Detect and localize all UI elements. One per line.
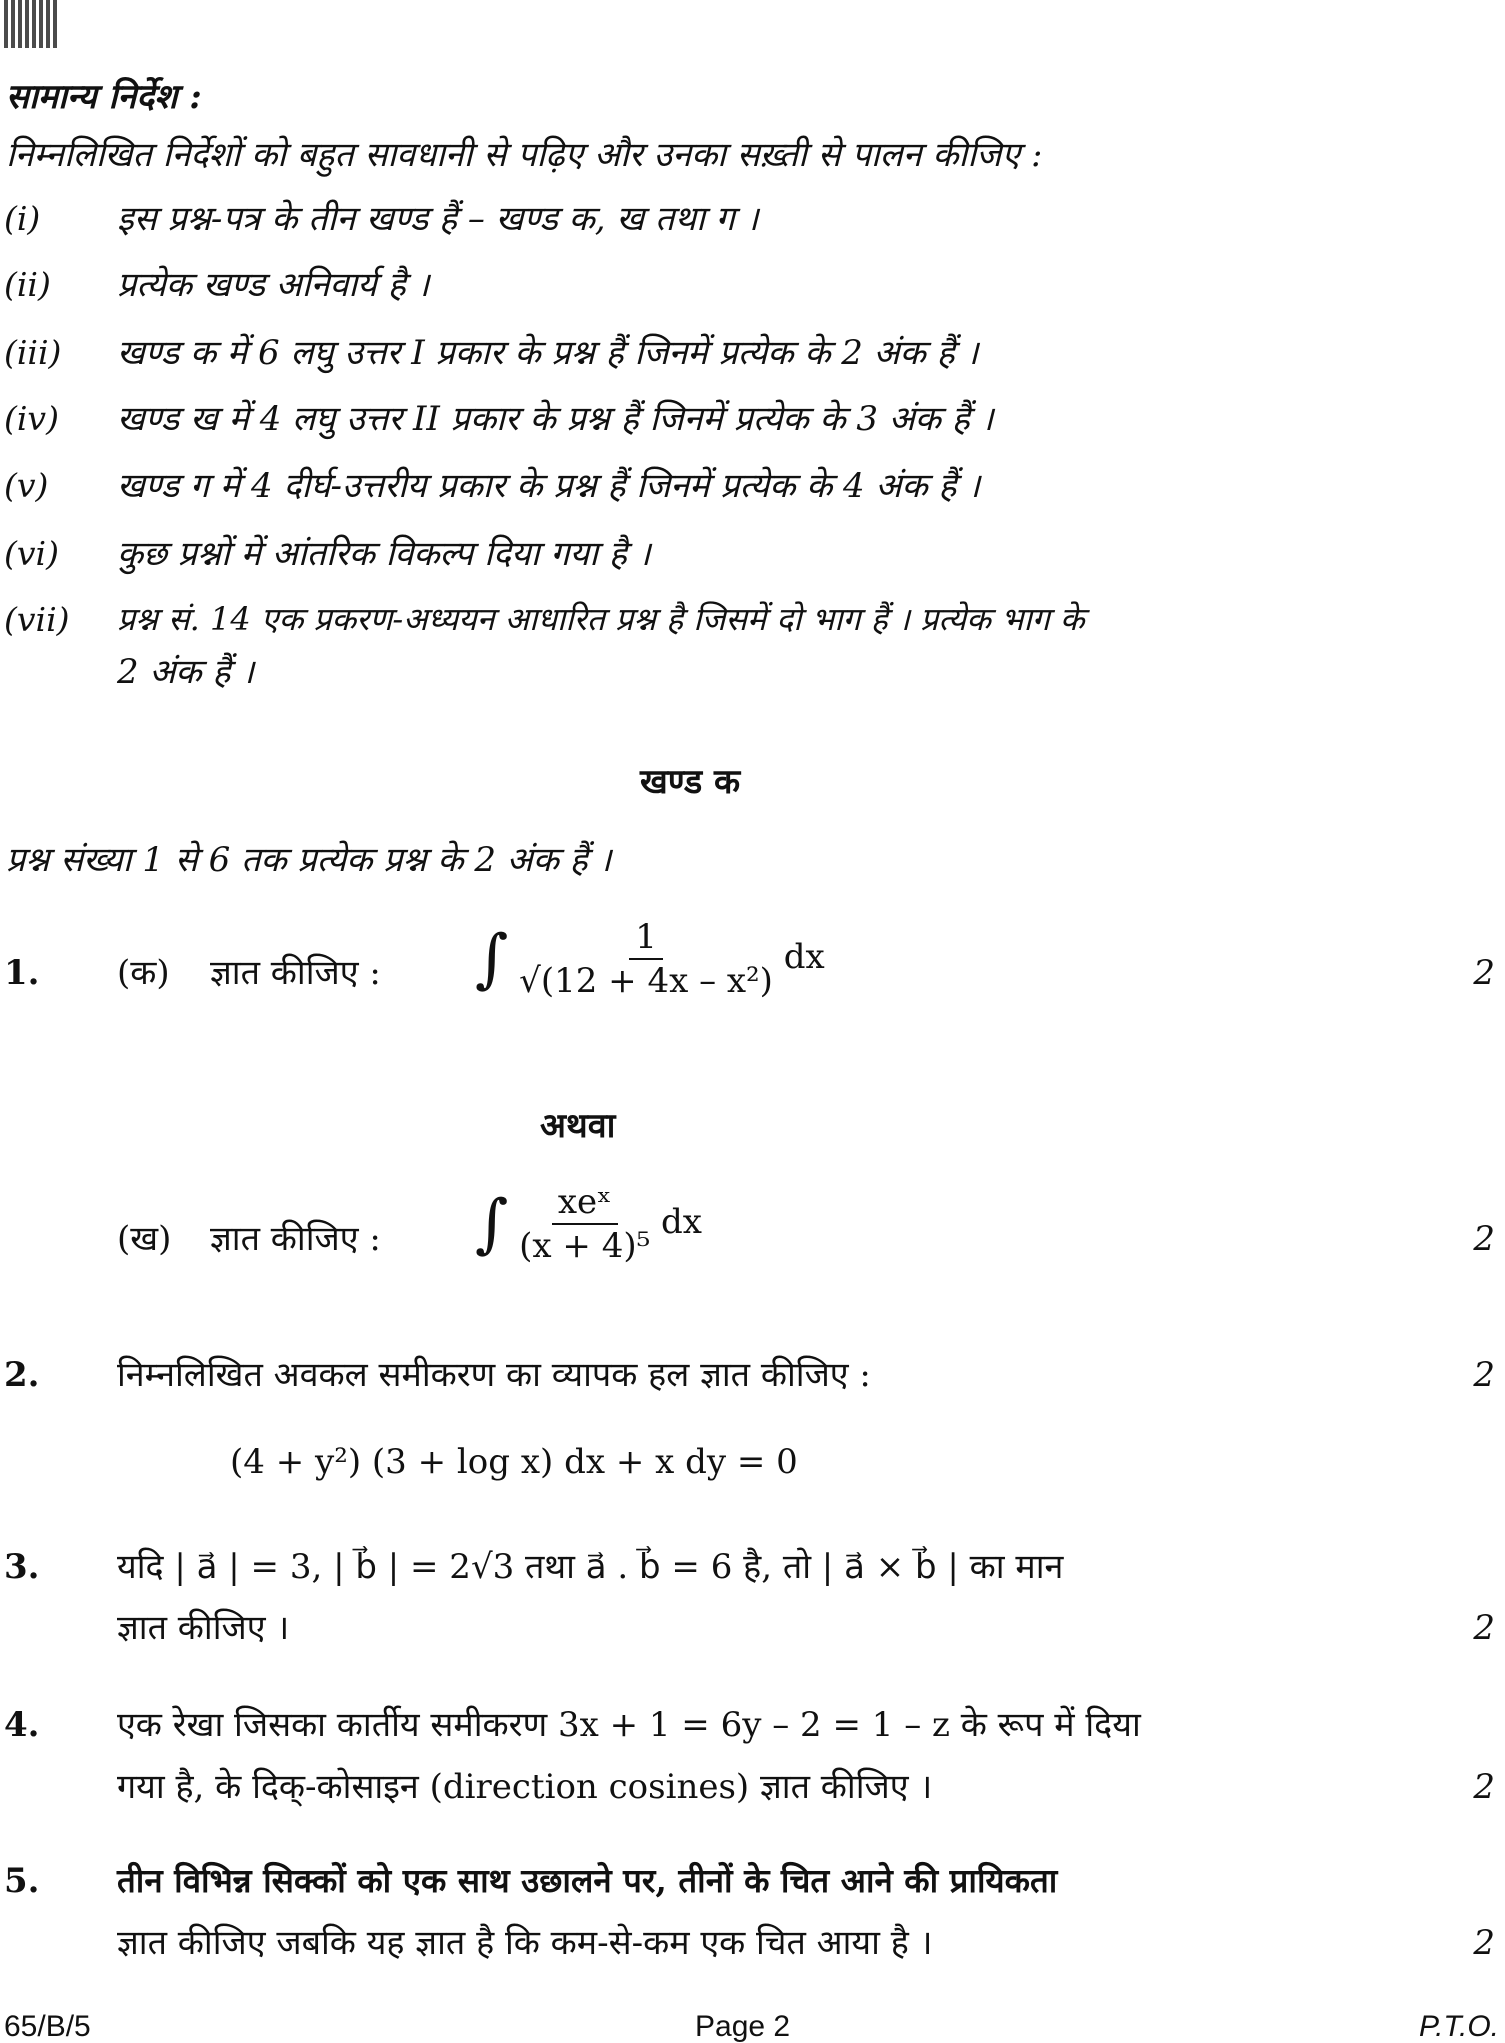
or-label: अथवा [540, 1106, 616, 1146]
qr-code [4, 0, 58, 48]
integral-sign: ∫ [475, 922, 509, 996]
q3-text-cont: ज्ञात कीजिए । [117, 1608, 290, 1648]
q1b-marks: 2 [1473, 1219, 1495, 1259]
q5-number: 5. [4, 1861, 40, 1901]
instr-num: (iii) [4, 333, 62, 372]
q4-text: एक रेखा जिसका कार्तीय समीकरण 3x + 1 = 6y – 2 = 1 – z के रूप में दिया [117, 1705, 1141, 1745]
instr-text: खण्ड ख में 4 लघु उत्तर II प्रकार के प्रश्न हैं जिनमें प्रत्येक के 3 अंक हैं । [117, 399, 994, 439]
instr-text-cont: 2 अंक हैं । [117, 652, 255, 692]
instr-num: (iv) [4, 399, 59, 438]
instr-num: (ii) [4, 265, 51, 304]
q4-text-cont: गया है, के दिक्-कोसाइन (direction cosines) ज्ञात कीजिए । [117, 1767, 933, 1807]
q1a-expression [475, 917, 825, 1001]
denominator: √(12 + 4x – x²) [519, 961, 773, 1001]
q5-text-cont: ज्ञात कीजिए जबकि यह ज्ञात है कि कम-से-कम एक चित आया है । [117, 1923, 933, 1963]
q2-text: निम्नलिखित अवकल समीकरण का व्यापक हल ज्ञात कीजिए : [117, 1355, 871, 1395]
instructions-intro: निम्नलिखित निर्देशों को बहुत सावधानी से पढ़िए और उनका सख़्ती से पालन कीजिए : [6, 135, 1043, 175]
q4-marks: 2 [1473, 1767, 1495, 1807]
denominator: (x + 4)⁵ [519, 1226, 651, 1266]
q2-marks: 2 [1473, 1355, 1495, 1395]
q1a-marks: 2 [1473, 953, 1495, 993]
instr-num: (v) [4, 466, 49, 505]
instr-text: प्रश्न सं. 14 एक प्रकरण-अध्ययन आधारित प्रश्न है जिसमें दो भाग हैं । प्रत्येक भाग के [117, 600, 1085, 638]
dx: dx [661, 1202, 702, 1242]
instr-num: (i) [4, 199, 41, 238]
q2-equation: (4 + y²) (3 + log x) dx + x dy = 0 [230, 1442, 798, 1482]
q2-number: 2. [4, 1355, 40, 1395]
q5-marks: 2 [1473, 1923, 1495, 1963]
q1b-text: ज्ञात कीजिए : [210, 1219, 381, 1259]
section-note: प्रश्न संख्या 1 से 6 तक प्रत्येक प्रश्न के 2 अंक हैं । [6, 840, 612, 880]
q4-number: 4. [4, 1705, 40, 1745]
q3-number: 3. [4, 1547, 40, 1587]
instr-text: कुछ प्रश्नों में आंतरिक विकल्प दिया गया है । [117, 534, 651, 574]
instr-text: खण्ड ग में 4 दीर्घ-उत्तरीय प्रकार के प्रश्न हैं जिनमें प्रत्येक के 4 अंक हैं । [117, 466, 981, 506]
numerator: xeˣ [552, 1185, 618, 1225]
instr-text: प्रत्येक खण्ड अनिवार्य है । [117, 265, 430, 305]
q1-number: 1. [4, 953, 40, 993]
integral-sign: ∫ [475, 1187, 509, 1261]
numerator: 1 [629, 920, 663, 960]
instr-num: (vii) [4, 600, 70, 639]
paper-code: 65/B/5 [4, 2010, 91, 2043]
page-number: Page 2 [695, 2010, 791, 2043]
section-title: खण्ड क [640, 762, 741, 802]
q1a-label: (क) [117, 953, 170, 993]
pto-label: P.T.O. [1418, 2010, 1499, 2043]
dx: dx [783, 937, 825, 977]
q1a-text: ज्ञात कीजिए : [210, 953, 381, 993]
instr-text: खण्ड क में 6 लघु उत्तर I प्रकार के प्रश्न हैं जिनमें प्रत्येक के 2 अंक हैं । [117, 333, 979, 373]
q1b-expression [475, 1182, 702, 1266]
instr-num: (vi) [4, 534, 59, 573]
instructions-heading: सामान्य निर्देश : [6, 77, 202, 117]
instr-text: इस प्रश्न-पत्र के तीन खण्ड हैं – खण्ड क, ख तथा ग । [117, 199, 759, 239]
q5-text: तीन विभिन्न सिक्कों को एक साथ उछालने पर, तीनों के चित आने की प्रायिकता [117, 1861, 1058, 1900]
q1b-label: (ख) [117, 1219, 172, 1259]
q3-marks: 2 [1473, 1608, 1495, 1648]
q3-text: यदि | a⃗ | = 3, | b⃗ | = 2√3 तथा a⃗ . b⃗ = 6 है, तो | a⃗ × b⃗ | का मान [117, 1547, 1064, 1587]
